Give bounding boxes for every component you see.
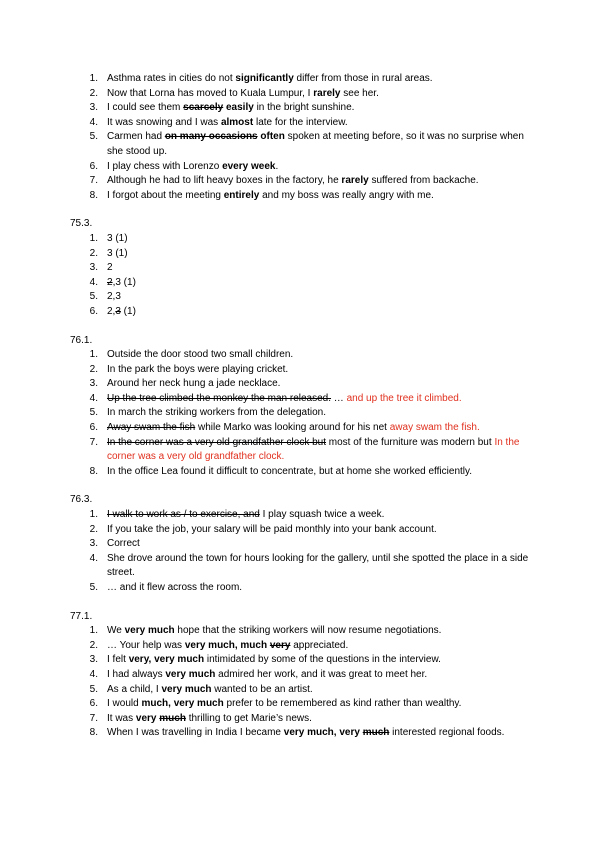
emphasis-text: rarely [341, 175, 369, 187]
item-text: differ from those in rural areas. [293, 73, 433, 84]
item-number: 5. [89, 291, 98, 303]
item-text: spoken at meeting before, so it was no surprise when she stood up. [107, 131, 524, 157]
struck-text: 3 [115, 305, 121, 317]
item-number: 5. [89, 683, 98, 695]
emphasis-text: very much, much [184, 639, 270, 651]
item-number: 6. [89, 422, 98, 434]
struck-text: much [159, 712, 186, 724]
emphasis-text: very, very much [128, 654, 205, 666]
section-1-list [0, 72, 600, 203]
item-number: 3. [89, 538, 98, 550]
item-number: 1. [89, 349, 98, 361]
item-text: I had always [107, 668, 166, 680]
struck-text: on many occasions [164, 131, 258, 143]
item-text: Although he had to lift heavy boxes in the factory, he [107, 175, 342, 187]
item-number: 2. [89, 639, 98, 651]
item-text: admired her work, and it was great to meet her. [215, 668, 428, 680]
list-item [0, 581, 600, 596]
item-number: 8. [89, 465, 98, 477]
section-heading-76-3: 76.3. [70, 494, 93, 506]
emphasis-text: often [260, 131, 285, 143]
list-item [0, 639, 600, 654]
correction-text: In the corner was a very old grandfather clock. [107, 436, 520, 463]
item-text: most of the furniture was modern but [326, 436, 495, 448]
emphasis-text: easily [225, 102, 254, 114]
item-number: 4. [89, 552, 98, 564]
struck-text: much [362, 727, 390, 739]
emphasis-text: rarely [313, 87, 341, 99]
answer-key-page [0, 72, 600, 741]
list-item [0, 392, 600, 407]
list-item [0, 247, 600, 262]
list-item [0, 130, 600, 159]
emphasis-text: every week [222, 160, 276, 172]
item-text: interested regional foods. [389, 727, 505, 739]
item-text: wanted to be an artist. [211, 683, 313, 695]
item-text: When I was travelling in India I became [107, 727, 284, 739]
item-number: 2. [89, 247, 98, 259]
struck-text: scarcely [183, 102, 224, 114]
section-76-3-list [0, 508, 600, 596]
item-text: … Your help was [107, 639, 185, 651]
struck-text: Away swam the fish [107, 422, 196, 434]
item-number: 3. [89, 102, 98, 114]
list-item [0, 72, 600, 87]
item-text: She drove around the town for hours looking for the gallery, until she spotted the place in a side street. [107, 552, 529, 579]
item-number: 8. [89, 189, 98, 201]
correction-text: and up the tree it climbed. [346, 392, 462, 404]
emphasis-text: very [135, 712, 160, 724]
list-item [0, 348, 600, 363]
list-item [0, 697, 600, 712]
item-text: late for the interview. [253, 116, 348, 128]
section-heading-76-1: 76.1. [70, 334, 93, 346]
item-text: see her. [340, 87, 379, 99]
item-number: 1. [89, 73, 98, 84]
emphasis-text: very much [161, 683, 212, 695]
list-item [0, 668, 600, 683]
item-text: prefer to be remembered as kind rather than wealthy. [223, 698, 462, 710]
item-text: If you take the job, your salary will be paid monthly into your bank account. [107, 523, 437, 535]
item-text: I play chess with Lorenzo [107, 160, 223, 172]
item-text: Correct [107, 538, 140, 550]
emphasis-text: very much [124, 625, 175, 637]
section-76-1-list [0, 348, 600, 479]
item-text: As a child, I [107, 683, 162, 695]
item-number: 4. [89, 276, 98, 288]
item-text: We [107, 625, 125, 637]
item-text: It was [107, 712, 136, 724]
list-item [0, 436, 600, 465]
item-number: 4. [89, 116, 98, 128]
emphasis-text: entirely [223, 189, 260, 201]
emphasis-text: much, very much [141, 698, 224, 710]
list-item [0, 174, 600, 189]
item-number: 5. [89, 582, 98, 593]
item-text: 2,3 [107, 291, 121, 303]
item-number: 6. [89, 698, 98, 710]
item-text: In the office Lea found it difficult to concentrate, but at home she worked efficiently. [107, 465, 473, 477]
emphasis-text: very much [165, 668, 216, 680]
item-text: I would [107, 698, 142, 710]
item-number: 1. [89, 509, 98, 521]
emphasis-text: almost [220, 116, 254, 128]
item-text: ,3 (1) [112, 276, 136, 288]
item-number: 3. [89, 378, 98, 390]
item-text: I forgot about the meeting [107, 189, 224, 201]
item-number: 5. [89, 131, 98, 143]
list-item [0, 653, 600, 668]
list-item [0, 552, 600, 581]
item-text: … [331, 392, 347, 404]
item-number: 4. [89, 392, 98, 404]
list-item [0, 305, 600, 320]
list-item [0, 363, 600, 378]
item-number: 3. [89, 262, 98, 274]
item-text: 3 (1) [107, 247, 128, 259]
list-item [0, 406, 600, 421]
section-77-1-list [0, 624, 600, 741]
item-text: In the park the boys were playing cricket. [107, 363, 289, 375]
item-number: 2. [89, 363, 98, 375]
emphasis-text: significantly [235, 73, 294, 84]
list-item [0, 87, 600, 102]
item-text: 3 (1) [107, 232, 128, 244]
list-item [0, 189, 600, 204]
list-item [0, 537, 600, 552]
item-text: … and it flew across the room. [107, 582, 243, 593]
item-text: and my boss was really angry with me. [259, 189, 434, 201]
item-text: 2, [107, 305, 116, 317]
list-item [0, 465, 600, 480]
emphasis-text: very much, very [283, 727, 363, 739]
item-number: 7. [89, 175, 98, 187]
item-text: Carmen had [107, 131, 165, 143]
struck-text: I walk to work as / to exercise, and [107, 509, 260, 521]
section-75-3-list [0, 232, 600, 320]
item-text: I play squash twice a week. [259, 509, 385, 521]
struck-text: very [269, 639, 291, 651]
item-text: Around her neck hung a jade necklace. [107, 378, 281, 390]
item-text: I felt [107, 654, 129, 666]
item-text: intimidated by some of the questions in the interview. [204, 654, 441, 666]
item-number: 7. [89, 712, 98, 724]
struck-text: 2 [107, 276, 113, 288]
list-item [0, 508, 600, 523]
list-item [0, 160, 600, 175]
item-number: 1. [89, 625, 98, 637]
item-number: 3. [89, 654, 98, 666]
item-text: appreciated. [290, 639, 349, 651]
list-item [0, 377, 600, 392]
list-item [0, 683, 600, 698]
item-text: Outside the door stood two small children. [107, 349, 294, 361]
struck-text: Up the tree climbed the monkey the man released. [107, 392, 332, 404]
list-item [0, 624, 600, 639]
item-number: 4. [89, 668, 98, 680]
item-number: 5. [89, 407, 98, 419]
list-item [0, 232, 600, 247]
list-item [0, 726, 600, 741]
item-number: 2. [89, 523, 98, 535]
item-number: 7. [89, 436, 98, 448]
item-number: 6. [89, 305, 98, 317]
item-text: Asthma rates in cities do not [107, 73, 236, 84]
section-heading-75-3: 75.3. [70, 218, 93, 230]
item-number: 1. [89, 232, 98, 244]
item-text: in the bright sunshine. [253, 102, 355, 114]
list-item [0, 421, 600, 436]
item-text: . [275, 160, 279, 172]
item-text: while Marko was looking around for his net [195, 422, 390, 434]
correction-text: away swam the fish. [389, 422, 480, 434]
item-text: I could see them [107, 102, 184, 114]
list-item [0, 101, 600, 116]
item-text: In march the striking workers from the delegation. [107, 407, 326, 419]
item-number: 6. [89, 160, 98, 172]
list-item [0, 276, 600, 291]
list-item [0, 261, 600, 276]
list-item [0, 523, 600, 538]
list-item [0, 290, 600, 305]
item-text: hope that the striking workers will now resume negotiations. [174, 625, 442, 637]
list-item [0, 712, 600, 727]
list-item [0, 116, 600, 131]
struck-text: In the corner was a very old grandfather clock but [107, 436, 327, 448]
item-number: 8. [89, 727, 98, 739]
item-number: 2. [89, 87, 98, 99]
item-text: thrilling to get Marie’s news. [185, 712, 312, 724]
item-text: suffered from backache. [368, 175, 479, 187]
item-text: It was snowing and I was [107, 116, 221, 128]
item-text: Now that Lorna has moved to Kuala Lumpur, I [107, 87, 314, 99]
item-text: 2 [107, 262, 113, 274]
item-text: (1) [120, 305, 136, 317]
section-heading-77-1: 77.1. [70, 610, 93, 622]
